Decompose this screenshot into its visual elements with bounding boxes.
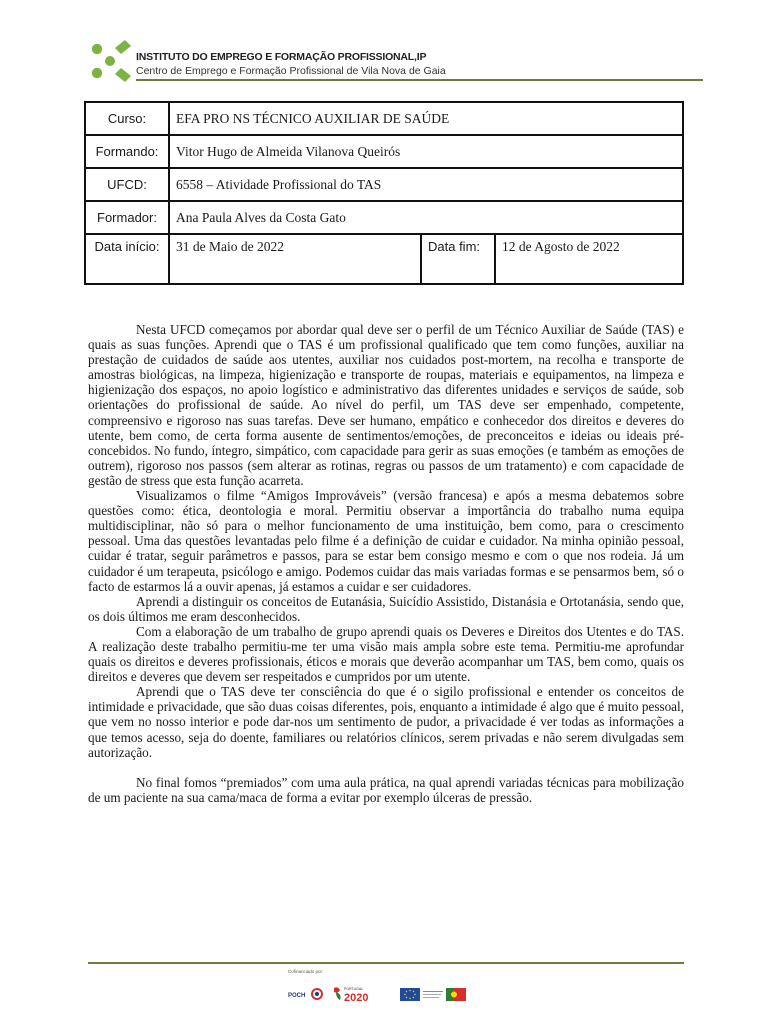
table-row-formando — [85, 135, 683, 168]
paragraph-privacy: Aprendi que o TAS deve ter consciência do que é o sigilo profissional e entender os conceitos de intimidade e privacidade, que são duas coisas diferentes, pois, enquanto a intimidade é algo que é muito pessoal, que vem no nosso interior e pode dar-nos um sentimento de pudor, a privacidade é ver todas as informações a que temos acesso, seja do doente, familiares ou relatórios clínicos, serem privadas e não serem divulgadas sem autorização. — [88, 684, 684, 760]
ufcd-label: UFCD: — [85, 168, 169, 201]
header-divider — [136, 79, 703, 81]
curso-value: EFA PRO NS TÉCNICO AUXILIAR DE SAÚDE — [169, 102, 683, 135]
course-info-table — [84, 101, 684, 285]
table-row-formador — [85, 201, 683, 234]
center-name: Centro de Emprego e Formação Profissional de Vila Nova de Gaia — [136, 65, 446, 77]
paragraph-practical: No final fomos “premiados” com uma aula prática, na qual aprendi variadas técnicas para mobilização de um paciente na sua cama/maca de forma a evitar por exemplo úlceras de pressão. — [88, 774, 684, 805]
institution-header — [88, 38, 688, 88]
paragraph-concepts: Aprendi a distinguir os conceitos de Eutanásia, Suicídio Assistido, Distanásia e Ortotanásia, sendo que, os dois últimos me eram desconhecidos. — [88, 593, 684, 624]
curso-label: Curso: — [85, 102, 169, 135]
svg-text:2020: 2020 — [344, 992, 369, 1004]
paragraph-rights-duties: Com a elaboração de um trabalho de grupo aprendi quais os Deveres e Direitos dos Utentes e do TAS. A realização deste trabalho permitiu-me ter uma visão mais ampla sobre este tema. Permitiu-me aprofundar quais os direitos e deveres profissionais, éticos e morais que deverão acompanhar um TAS, bem como, quais os direitos e deveres que devem ser respeitados e cumpridos por um utente. — [88, 623, 684, 685]
svg-text:PORTUGAL: PORTUGAL — [344, 987, 364, 991]
iefp-logo-icon — [88, 38, 134, 84]
institute-name: INSTITUTO DO EMPREGO E FORMAÇÃO PROFISSIONAL,IP — [136, 51, 427, 63]
table-row-ufcd — [85, 168, 683, 201]
funding-logos — [288, 984, 488, 1004]
poch-logo-icon — [288, 989, 322, 999]
table-row-dates — [85, 234, 683, 284]
paragraph-profile: Nesta UFCD começamos por abordar qual deve ser o perfil de um Técnico Auxiliar de Saúde (TAS) e quais as suas funções. Aprendi que o TAS é um profissional qualificado que tem como funções, auxiliar na prestação de cuidados de saúde aos utentes, auxiliar nos cuidados post-mortem, na recolha e transporte de amostras biológicas, na limpeza, higienização e transporte de roupas, materiais e equipamentos, na limpeza e higienização dos espaços, no apoio logístico e administrativo das diferentes unidades e serviços de saúde, sob orientações do profissional de saúde. Ao nível do perfil, um TAS deve ser empenhado, competente, compreensivo e rigoroso nas suas tarefas. Deve ser humano, empático e conhecedor dos direitos e deveres do utente, bem como, de certa forma ausente de sentimentos/emoções, de preconceitos e ideias ou ideais pré-concebidos. No fundo, íntegro, simpático, com capacidade para gerir as suas emoções (e também as emoções de outrem), rigoroso nos passos (sem alterar as rotinas, regras ou passos de um tratamento) e com capacidade de gestão de stress que esta função acarreta. — [88, 322, 684, 488]
data-inicio-label: Data início: — [85, 234, 169, 284]
ufcd-value: 6558 – Atividade Profissional do TAS — [169, 168, 683, 201]
portugal-2020-logo-icon — [334, 987, 368, 1004]
svg-text:POCH: POCH — [288, 993, 306, 999]
data-fim-label: Data fim: — [421, 234, 495, 284]
formando-value: Vitor Hugo de Almeida Vilanova Queirós — [169, 135, 683, 168]
formando-label: Formando: — [85, 135, 169, 168]
cofinanced-label: Cofinanciado por: — [288, 969, 324, 974]
data-inicio-value: 31 de Maio de 2022 — [169, 234, 421, 284]
formador-label: Formador: — [85, 201, 169, 234]
eu-flag-icon — [400, 988, 443, 1001]
table-row-curso — [85, 102, 683, 135]
portugal-flag-icon — [446, 988, 466, 1001]
footer-divider — [88, 962, 684, 964]
reflection-body — [88, 322, 684, 805]
data-fim-value: 12 de Agosto de 2022 — [495, 234, 683, 284]
paragraph-film: Visualizamos o filme “Amigos Improváveis” (versão francesa) e após a mesma debatemos sobre questões como: ética, deontologia e moral. Permitiu observar a importância do trabalho numa equipa multidisciplinar, não só para o melhor funcionamento de uma instituição, bem como, para o crescimento pessoal. Uma das questões levantadas pelo filme é a definição de cuidar e cuidador. Na minha opinião pessoal, cuidar é tratar, seguir parâmetros e passos, para se estar bem consigo mesmo e com o que nos rodeia. Já um cuidador é um terapeuta, psicólogo e amigo. Podemos cuidar das mais variadas formas e se pensarmos bem, só o facto de estarmos lá a ouvir apenas, já estamos a cuidar e ser cuidadores. — [88, 488, 684, 594]
formador-value: Ana Paula Alves da Costa Gato — [169, 201, 683, 234]
